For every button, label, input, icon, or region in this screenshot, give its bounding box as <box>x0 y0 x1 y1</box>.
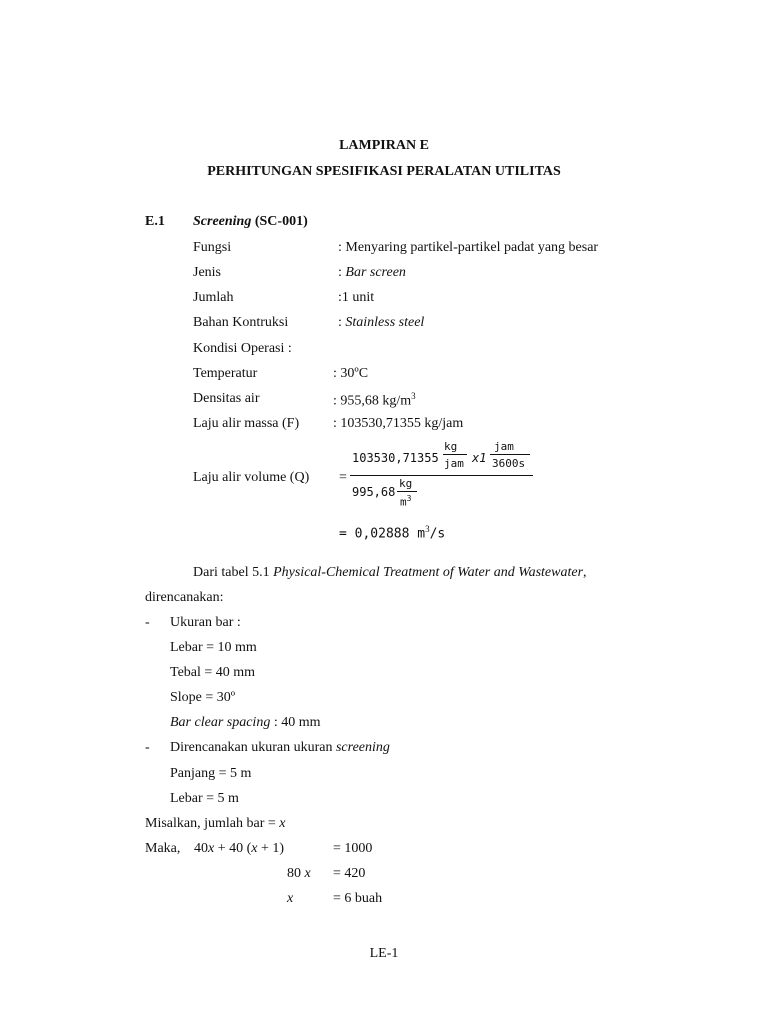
calc-maka-label: Maka, <box>145 841 181 856</box>
spec-jumlah-value: :1 unit <box>338 290 375 305</box>
spec-bahan-colon: : <box>338 315 346 330</box>
section-number: E.1 <box>145 214 165 229</box>
formula-conv-line <box>490 454 530 455</box>
spec-densitas-label: Densitas air <box>193 391 260 406</box>
ukuran-bar-heading: Ukuran bar : <box>170 615 241 630</box>
ukuran-bar-slope: Slope = 30º <box>170 690 236 705</box>
spec-jenis-value <box>338 266 406 280</box>
spec-bahan-label: Bahan Kontruksi <box>193 315 289 330</box>
spec-densitas-value <box>333 392 416 409</box>
spec-jenis-colon: : <box>338 265 346 280</box>
spec-jumlah-label: Jumlah <box>193 290 234 305</box>
page-subtitle: PERHITUNGAN SPESIFIKASI PERALATAN UTILITAS <box>207 164 561 179</box>
page-number: LE-1 <box>369 946 399 961</box>
spec-densitas-text: : 955,68 kg/m <box>333 393 412 409</box>
formula-den-value: 995,68 <box>352 485 396 499</box>
formula-num-value: 103530,71355 <box>352 451 439 465</box>
spec-fungsi-label: Fungsi <box>193 240 232 255</box>
spec-jenis-text: Bar screen <box>345 265 406 280</box>
spec-laju-massa-value: : 103530,71355 kg/jam <box>333 416 464 431</box>
calc-step2-expr: 80 x <box>287 866 311 881</box>
formula-num-unit-line <box>443 454 467 455</box>
calc-step2-result: = 420 <box>333 866 366 881</box>
paragraph-line2: direncanakan: <box>145 590 224 605</box>
section-title-code: (SC-001) <box>251 214 308 229</box>
bullet-screening: - <box>145 740 150 755</box>
spec-densitas-exp: 3 <box>411 391 416 401</box>
formula-conv-bottom: 3600s <box>492 457 526 470</box>
ukuran-bar-tebal: Tebal = 40 mm <box>170 665 256 680</box>
spec-laju-massa-label: Laju alir massa (F) <box>193 416 300 431</box>
section-title-italic: Screening <box>193 214 252 229</box>
calc-maka-result: = 1000 <box>333 841 373 856</box>
calc-step3-var: x <box>287 891 294 906</box>
spec-temp-label: Temperatur <box>193 366 258 381</box>
formula-label: Laju alir volume (Q) <box>193 470 310 485</box>
formula-den-unit-top: kg <box>399 477 413 490</box>
formula-result: = 0,02888 $m^3/s$ <box>339 524 446 542</box>
formula-times: x1 <box>472 451 487 465</box>
page-title: LAMPIRAN E <box>339 138 429 153</box>
formula-equals: = <box>339 470 347 485</box>
ukuran-bar-lebar: Lebar = 10 mm <box>170 640 257 655</box>
spec-temp-value: : 30ºC <box>333 366 369 381</box>
formula-num-unit-bottom: jam <box>444 457 464 470</box>
formula-den-unit-bottom: $m^3$ <box>400 494 412 509</box>
spec-jenis-label: Jenis <box>193 265 221 280</box>
spec-fungsi-value: : Menyaring partikel-partikel padat yang besar <box>338 240 599 255</box>
bullet-ukuran-bar: - <box>145 615 150 630</box>
calc-step3-result: = 6 buah <box>333 891 383 906</box>
paragraph-line1: Dari tabel 5.1 Physical-Chemical Treatment of Water and Wastewater, <box>193 565 587 580</box>
screening-panjang: Panjang = 5 m <box>170 766 252 781</box>
calc-maka-expr: 40x + 40 (x + 1) <box>194 841 285 856</box>
formula-main-fraction-line <box>350 475 533 476</box>
ukuran-bar-spacing: Bar clear spacing : 40 mm <box>170 715 321 730</box>
calc-misalkan: Misalkan, jumlah bar = x <box>145 816 286 831</box>
spec-kondisi-label: Kondisi Operasi : <box>193 341 292 356</box>
screening-lebar: Lebar = 5 m <box>170 791 239 806</box>
screening-heading: Direncanakan ukuran ukuran screening <box>170 740 390 755</box>
formula-den-unit-line <box>397 491 417 492</box>
section-title <box>193 215 308 229</box>
spec-bahan-text: Stainless steel <box>345 315 425 330</box>
formula-num-unit-top: kg <box>444 440 458 453</box>
formula-conv-top: jam <box>494 440 514 453</box>
spec-bahan-value <box>338 316 424 330</box>
